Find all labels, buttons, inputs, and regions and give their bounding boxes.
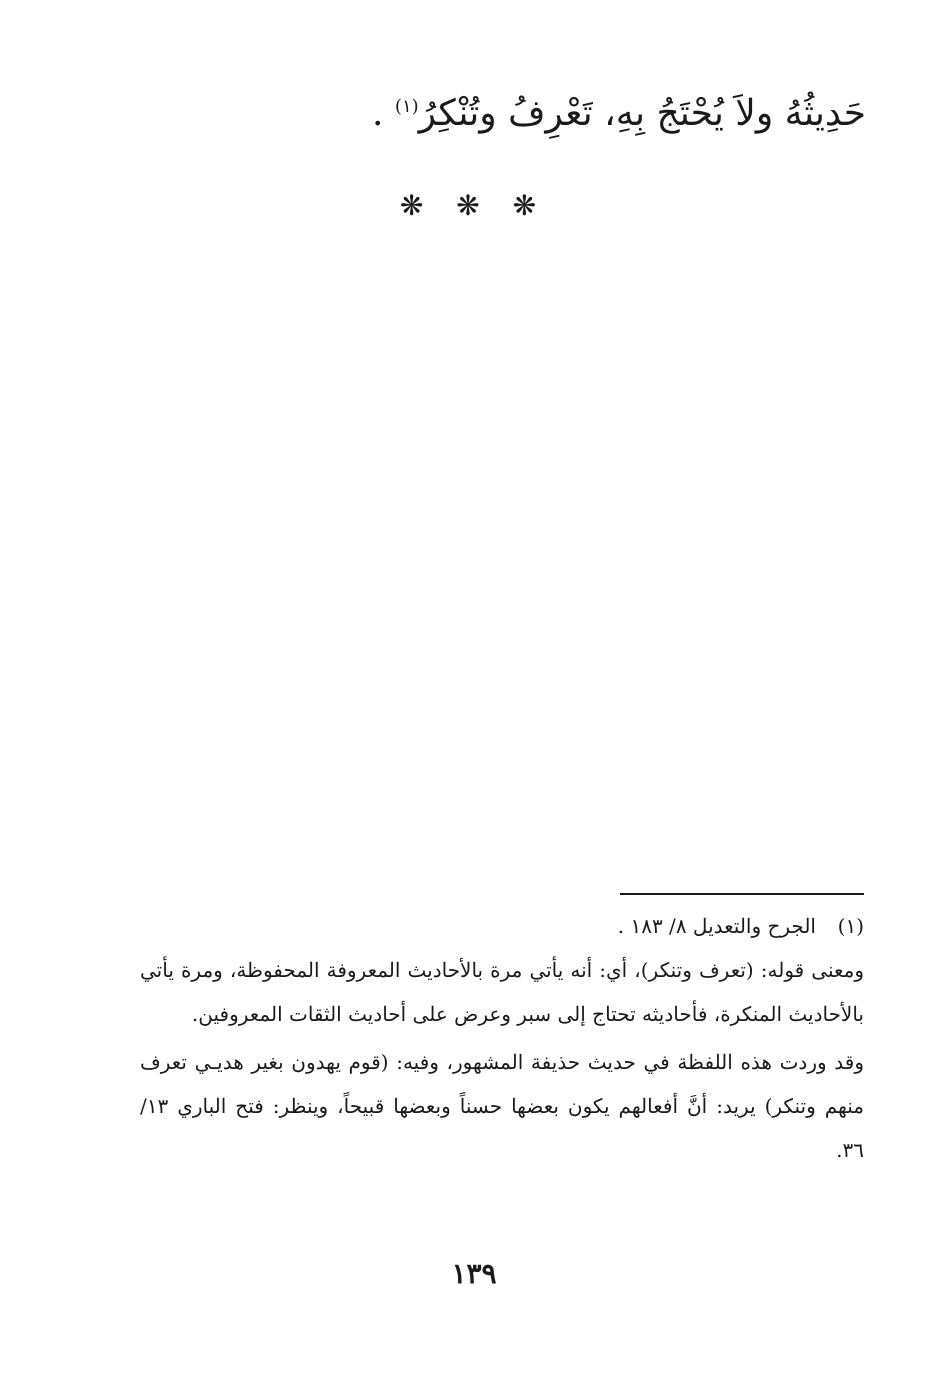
end-mark: . (372, 93, 384, 134)
section-separator: ❋ ❋ ❋ (399, 189, 549, 222)
main-text: حَدِيثُهُ ولاَ يُحْتَجُ بِهِ، تَعْرِفُ وتُنْكِرُ (418, 93, 866, 134)
page-number: ١٣٩ (451, 1257, 497, 1290)
footnote-1-body (140, 948, 864, 1172)
main-text-line (266, 84, 866, 144)
footnote-paragraph: ومعنى قوله: (تعرف وتنكر)، أي: أنه يأتي مرة بالأحاديث المعروفة المحفوظة، ومرة يأتي بالأحاديث المنكرة، فأحاديثه تحتاج إلى سبر وعرض على أحاديث الثقات المعروفين. (140, 958, 864, 1026)
footnotes-section (140, 904, 864, 1172)
footnote-number: (١) (837, 914, 864, 938)
footnote-source: الجرح والتعديل ٨/ ١٨٣ . (617, 914, 816, 938)
footnote-divider (620, 893, 864, 895)
footnote-reference[interactable]: (١) (394, 96, 419, 117)
footnote-1-header (140, 904, 864, 948)
footnote-paragraph: وقد وردت هذه اللفظة في حديث حذيفة المشهور، وفيه: (قوم يهدون بغير هديـي تعرف منهم وتنكر) يريد: أنَّ أفعالهم يكون بعضها حسناً وبعضها قبيحاً، وينظر: فتح الباري ١٣/ ٣٦. (140, 1050, 864, 1162)
